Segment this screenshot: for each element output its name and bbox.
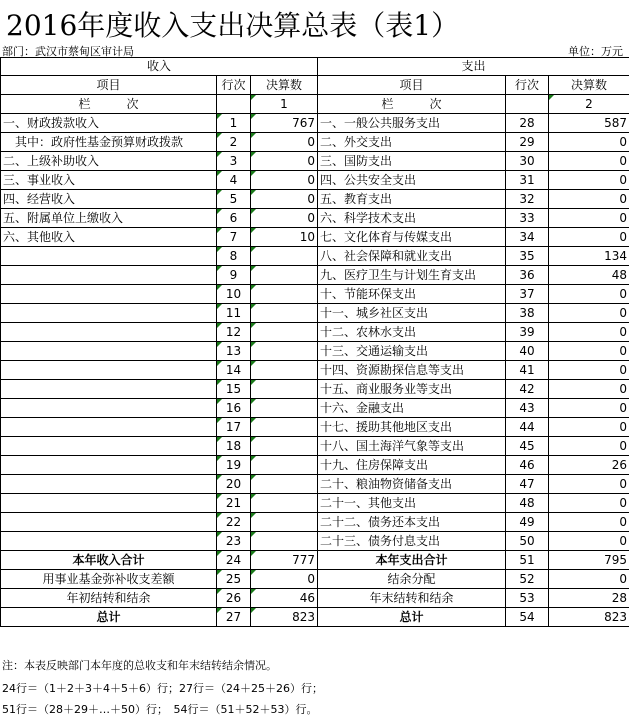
summary-income-row-number: 27	[217, 608, 251, 627]
income-row-number: 9	[217, 266, 251, 285]
expense-row-number: 43	[506, 399, 549, 418]
income-row-number: 11	[217, 304, 251, 323]
income-row-number: 22	[217, 513, 251, 532]
income-row-number: 10	[217, 285, 251, 304]
income-section-header: 收入	[1, 58, 318, 76]
table-row	[1, 456, 629, 475]
table-row	[1, 342, 629, 361]
expense-row-number: 34	[506, 228, 549, 247]
income-item-label	[1, 494, 217, 513]
income-row-number: 7	[217, 228, 251, 247]
income-amount: 0	[251, 190, 318, 209]
expense-amount: 48	[549, 266, 629, 285]
income-item-label	[1, 304, 217, 323]
income-item-label	[1, 513, 217, 532]
expense-item-label: 十三、交通运输支出	[318, 342, 506, 361]
summary-income-amount: 823	[251, 608, 318, 627]
income-amount	[251, 247, 318, 266]
income-item-label: 三、事业收入	[1, 171, 217, 190]
income-amount: 767	[251, 114, 318, 133]
summary-income-amount: 777	[251, 551, 318, 570]
expense-column-number: 2	[549, 95, 629, 114]
expense-item-label: 二、外交支出	[318, 133, 506, 152]
income-item-header: 项目	[1, 76, 217, 95]
expense-row-number: 42	[506, 380, 549, 399]
income-row-number: 17	[217, 418, 251, 437]
summary-income-label: 年初结转和结余	[1, 589, 217, 608]
income-item-label	[1, 475, 217, 494]
summary-income-row-number: 26	[217, 589, 251, 608]
table-row	[1, 266, 629, 285]
expense-row-number: 49	[506, 513, 549, 532]
summary-expense-row-number: 54	[506, 608, 549, 627]
income-amount	[251, 437, 318, 456]
summary-row	[1, 551, 629, 570]
expense-row-number: 29	[506, 133, 549, 152]
expense-amount: 0	[549, 399, 629, 418]
income-amount	[251, 323, 318, 342]
income-row-number: 18	[217, 437, 251, 456]
summary-income-label: 用事业基金弥补收支差额	[1, 570, 217, 589]
income-row-number: 19	[217, 456, 251, 475]
expense-row-number: 38	[506, 304, 549, 323]
table-row	[1, 494, 629, 513]
expense-item-label: 四、公共安全支出	[318, 171, 506, 190]
expense-row-number: 36	[506, 266, 549, 285]
expense-item-label: 二十、粮油物资储备支出	[318, 475, 506, 494]
expense-row-number: 41	[506, 361, 549, 380]
expense-amount: 0	[549, 304, 629, 323]
summary-income-label: 本年收入合计	[1, 551, 217, 570]
expense-amount-header: 决算数	[549, 76, 629, 95]
income-amount	[251, 532, 318, 551]
income-amount	[251, 456, 318, 475]
income-amount	[251, 475, 318, 494]
expense-item-label: 七、文化体育与传媒支出	[318, 228, 506, 247]
income-item-label	[1, 247, 217, 266]
income-item-label	[1, 323, 217, 342]
expense-row-number: 40	[506, 342, 549, 361]
income-item-label	[1, 418, 217, 437]
unit-label: 单位：万元	[568, 45, 623, 58]
expense-row-number: 44	[506, 418, 549, 437]
expense-item-label: 十六、金融支出	[318, 399, 506, 418]
income-row-number: 6	[217, 209, 251, 228]
expense-item-label: 十二、农林水支出	[318, 323, 506, 342]
table-row	[1, 114, 629, 133]
expense-item-label: 五、教育支出	[318, 190, 506, 209]
summary-expense-row-number: 51	[506, 551, 549, 570]
expense-row-number: 37	[506, 285, 549, 304]
income-amount: 0	[251, 171, 318, 190]
report-title: 2016年度收入支出决算总表（表1）	[6, 9, 460, 42]
income-item-label	[1, 532, 217, 551]
income-amount	[251, 513, 318, 532]
expense-amount: 0	[549, 380, 629, 399]
income-amount	[251, 380, 318, 399]
expense-amount: 0	[549, 475, 629, 494]
income-amount: 0	[251, 133, 318, 152]
summary-expense-label: 年末结转和结余	[318, 589, 506, 608]
summary-expense-amount: 795	[549, 551, 629, 570]
expense-amount: 26	[549, 456, 629, 475]
income-item-label	[1, 342, 217, 361]
expense-amount: 0	[549, 342, 629, 361]
expense-row-no-header: 行次	[506, 76, 549, 95]
summary-expense-label: 总计	[318, 608, 506, 627]
table-row	[1, 285, 629, 304]
income-row-number: 12	[217, 323, 251, 342]
expense-item-label: 十、节能环保支出	[318, 285, 506, 304]
summary-row	[1, 570, 629, 589]
income-amount: 10	[251, 228, 318, 247]
expense-row-number: 47	[506, 475, 549, 494]
table-row	[1, 171, 629, 190]
note-line-1: 注：本表反映部门本年度的总收支和年末结转结余情况。	[2, 659, 277, 672]
summary-income-row-number: 24	[217, 551, 251, 570]
summary-income-label: 总计	[1, 608, 217, 627]
table-row	[1, 228, 629, 247]
income-amount	[251, 399, 318, 418]
summary-row	[1, 589, 629, 608]
table-row	[1, 418, 629, 437]
expense-amount: 0	[549, 437, 629, 456]
summary-expense-amount: 823	[549, 608, 629, 627]
income-item-label	[1, 266, 217, 285]
department-label: 部门：武汉市蔡甸区审计局	[2, 45, 134, 58]
note-line-3: 51行＝（28＋29＋…＋50）行； 54行＝（51＋52＋53）行。	[2, 703, 318, 716]
expense-column-blank	[506, 95, 549, 114]
income-amount	[251, 342, 318, 361]
table-row	[1, 190, 629, 209]
expense-amount: 0	[549, 513, 629, 532]
income-item-label	[1, 361, 217, 380]
expense-row-number: 33	[506, 209, 549, 228]
expense-row-number: 28	[506, 114, 549, 133]
expense-item-label: 十一、城乡社区支出	[318, 304, 506, 323]
income-amount: 0	[251, 152, 318, 171]
income-amount	[251, 266, 318, 285]
expense-row-number: 45	[506, 437, 549, 456]
income-item-label	[1, 285, 217, 304]
income-row-number: 8	[217, 247, 251, 266]
expense-row-number: 46	[506, 456, 549, 475]
summary-expense-label: 结余分配	[318, 570, 506, 589]
income-amount-header: 决算数	[251, 76, 318, 95]
income-row-number: 15	[217, 380, 251, 399]
table-row	[1, 323, 629, 342]
expense-row-number: 48	[506, 494, 549, 513]
summary-row	[1, 608, 629, 627]
income-row-number: 13	[217, 342, 251, 361]
summary-income-amount: 46	[251, 589, 318, 608]
expense-item-label: 十七、援助其他地区支出	[318, 418, 506, 437]
income-row-number: 16	[217, 399, 251, 418]
table-row	[1, 437, 629, 456]
expense-item-label: 八、社会保障和就业支出	[318, 247, 506, 266]
income-amount	[251, 361, 318, 380]
income-item-label: 其中：政府性基金预算财政拨款	[1, 133, 217, 152]
table-row	[1, 361, 629, 380]
expense-item-label: 二十一、其他支出	[318, 494, 506, 513]
summary-expense-row-number: 53	[506, 589, 549, 608]
expense-row-number: 50	[506, 532, 549, 551]
summary-expense-row-number: 52	[506, 570, 549, 589]
expense-item-label: 二十二、债务还本支出	[318, 513, 506, 532]
income-column-number: 1	[251, 95, 318, 114]
table-row	[1, 209, 629, 228]
table-row	[1, 399, 629, 418]
expense-item-header: 项目	[318, 76, 506, 95]
expense-amount: 0	[549, 133, 629, 152]
expense-column-label: 栏 次	[318, 95, 506, 114]
expense-amount: 0	[549, 228, 629, 247]
table-row	[1, 247, 629, 266]
expense-item-label: 十四、资源勘探信息等支出	[318, 361, 506, 380]
income-amount: 0	[251, 209, 318, 228]
income-row-number: 3	[217, 152, 251, 171]
income-row-number: 1	[217, 114, 251, 133]
table-row	[1, 133, 629, 152]
income-item-label: 五、附属单位上缴收入	[1, 209, 217, 228]
expense-item-label: 二十三、债务付息支出	[318, 532, 506, 551]
expense-row-number: 31	[506, 171, 549, 190]
expense-amount: 0	[549, 190, 629, 209]
income-amount	[251, 494, 318, 513]
table-row	[1, 513, 629, 532]
expense-item-label: 六、科学技术支出	[318, 209, 506, 228]
expense-amount: 0	[549, 494, 629, 513]
expense-amount: 0	[549, 532, 629, 551]
table-row	[1, 475, 629, 494]
table-row	[1, 152, 629, 171]
income-item-label	[1, 399, 217, 418]
income-amount	[251, 418, 318, 437]
income-row-number: 21	[217, 494, 251, 513]
expense-row-number: 39	[506, 323, 549, 342]
expense-item-label: 十八、国土海洋气象等支出	[318, 437, 506, 456]
income-item-label	[1, 456, 217, 475]
expense-amount: 0	[549, 209, 629, 228]
income-column-label: 栏 次	[1, 95, 217, 114]
expense-row-number: 35	[506, 247, 549, 266]
report-table	[0, 57, 629, 627]
summary-income-row-number: 25	[217, 570, 251, 589]
income-item-label	[1, 380, 217, 399]
expense-amount: 587	[549, 114, 629, 133]
expense-amount: 0	[549, 418, 629, 437]
income-row-number: 4	[217, 171, 251, 190]
income-row-number: 14	[217, 361, 251, 380]
summary-expense-label: 本年支出合计	[318, 551, 506, 570]
expense-item-label: 九、医疗卫生与计划生育支出	[318, 266, 506, 285]
expense-item-label: 十九、住房保障支出	[318, 456, 506, 475]
expense-amount: 134	[549, 247, 629, 266]
expense-amount: 0	[549, 285, 629, 304]
summary-income-amount: 0	[251, 570, 318, 589]
expense-item-label: 三、国防支出	[318, 152, 506, 171]
table-row	[1, 304, 629, 323]
income-item-label: 六、其他收入	[1, 228, 217, 247]
income-item-label: 二、上级补助收入	[1, 152, 217, 171]
income-amount	[251, 304, 318, 323]
income-item-label: 四、经营收入	[1, 190, 217, 209]
expense-amount: 0	[549, 171, 629, 190]
expense-row-number: 30	[506, 152, 549, 171]
expense-amount: 0	[549, 152, 629, 171]
expense-item-label: 一、一般公共服务支出	[318, 114, 506, 133]
income-row-number: 2	[217, 133, 251, 152]
expense-amount: 0	[549, 361, 629, 380]
income-item-label: 一、财政拨款收入	[1, 114, 217, 133]
income-row-no-header: 行次	[217, 76, 251, 95]
income-row-number: 20	[217, 475, 251, 494]
expense-section-header: 支出	[318, 58, 629, 76]
summary-expense-amount: 0	[549, 570, 629, 589]
note-line-2: 24行＝（1＋2＋3＋4＋5＋6）行；27行＝（24＋25＋26）行；	[2, 682, 323, 695]
income-item-label	[1, 437, 217, 456]
summary-expense-amount: 28	[549, 589, 629, 608]
table-row	[1, 380, 629, 399]
income-row-number: 5	[217, 190, 251, 209]
expense-item-label: 十五、商业服务业等支出	[318, 380, 506, 399]
income-row-number: 23	[217, 532, 251, 551]
expense-amount: 0	[549, 323, 629, 342]
table-row	[1, 532, 629, 551]
income-amount	[251, 285, 318, 304]
income-column-blank	[217, 95, 251, 114]
expense-row-number: 32	[506, 190, 549, 209]
